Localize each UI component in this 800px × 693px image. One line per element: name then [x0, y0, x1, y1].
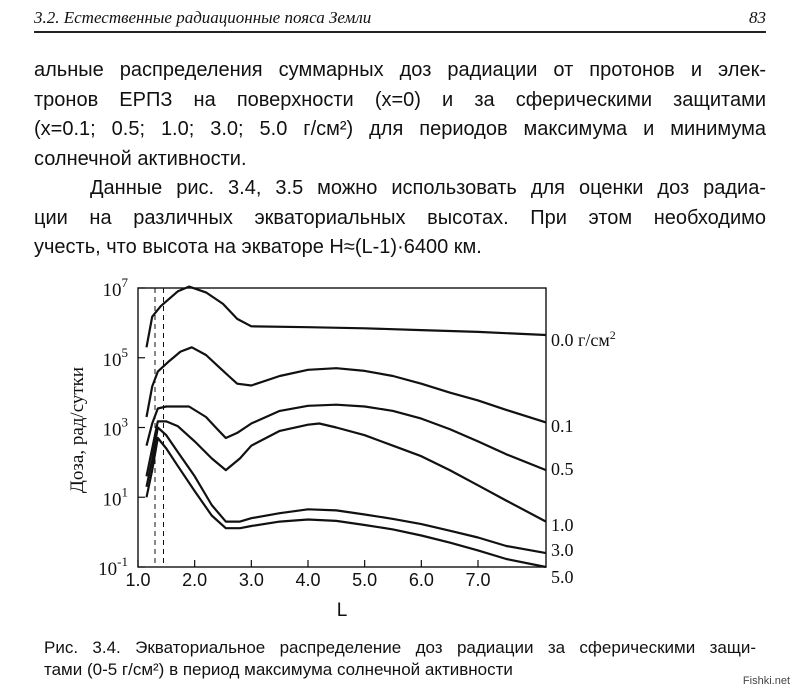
series-line: [147, 405, 547, 470]
x-tick-label: 6.0: [408, 570, 434, 590]
x-axis-ticks: [125, 560, 490, 590]
y-tick-label: $10^3$: [102, 414, 128, 441]
body-line: учесть, что высота на экваторе H≈(L-1)·6400 км.: [34, 236, 482, 258]
section-title: 3.2. Естественные радиационные пояса Земли: [34, 8, 372, 27]
body-line: тронов ЕРПЗ на поверхности (x=0) и за сферическими защитами: [34, 88, 766, 111]
body-line: солнечной активности.: [34, 147, 247, 170]
series-line: [147, 438, 547, 567]
body-text: [34, 56, 766, 263]
watermark: Fishki.net: [742, 675, 790, 687]
body-line: Данные рис. 3.4, 3.5 можно использовать для оценки доз радиа-: [90, 177, 766, 199]
body-line: ции на различных экваториальных высотах. При этом необходимо: [34, 206, 766, 229]
curve-label: 0.5: [551, 459, 574, 479]
body-line: альные распределения суммарных доз радиации от протонов и элек-: [34, 59, 766, 81]
series-group: [147, 287, 547, 567]
curve-labels: [551, 328, 616, 587]
curve-label: 0.1: [551, 416, 574, 436]
y-tick-label: $10^1$: [102, 484, 128, 511]
curve-label: 5.0: [551, 567, 574, 587]
y-tick-label: $10^{-1}$: [98, 554, 128, 580]
running-header: [34, 8, 766, 30]
header-rule: [34, 31, 766, 33]
x-tick-label: 3.0: [238, 570, 264, 590]
x-tick-label: 5.0: [352, 570, 378, 590]
page-number: 83: [749, 8, 766, 27]
x-tick-label: 1.0: [125, 570, 151, 590]
y-tick-label: $10^5$: [102, 344, 128, 371]
caption-line: Рис. 3.4. Экваториальное распределение доз радиации за сферическими защи-: [44, 638, 756, 657]
figure-caption: [44, 637, 756, 681]
x-tick-label: 7.0: [465, 570, 491, 590]
caption-line: тами (0-5 г/см²) в период максимума солнечной активности: [44, 660, 513, 679]
curve-label: 3.0: [551, 540, 574, 560]
x-tick-label: 2.0: [182, 570, 208, 590]
series-line: [147, 287, 547, 348]
dose-chart: [0, 270, 800, 635]
body-line: (x=0.1; 0.5; 1.0; 3.0; 5.0 г/см²) для периодов максимума и минимума: [34, 118, 766, 140]
plot-frame: [138, 288, 546, 567]
y-tick-label: $10^7$: [102, 275, 128, 301]
curve-label: 0.0 $г/см^2$: [551, 328, 616, 350]
y-axis-label: Доза, рад/сутки: [67, 366, 88, 494]
curve-label: 1.0: [551, 515, 574, 535]
series-line: [147, 347, 547, 422]
x-axis-label: L: [336, 600, 348, 621]
x-tick-label: 4.0: [295, 570, 321, 590]
